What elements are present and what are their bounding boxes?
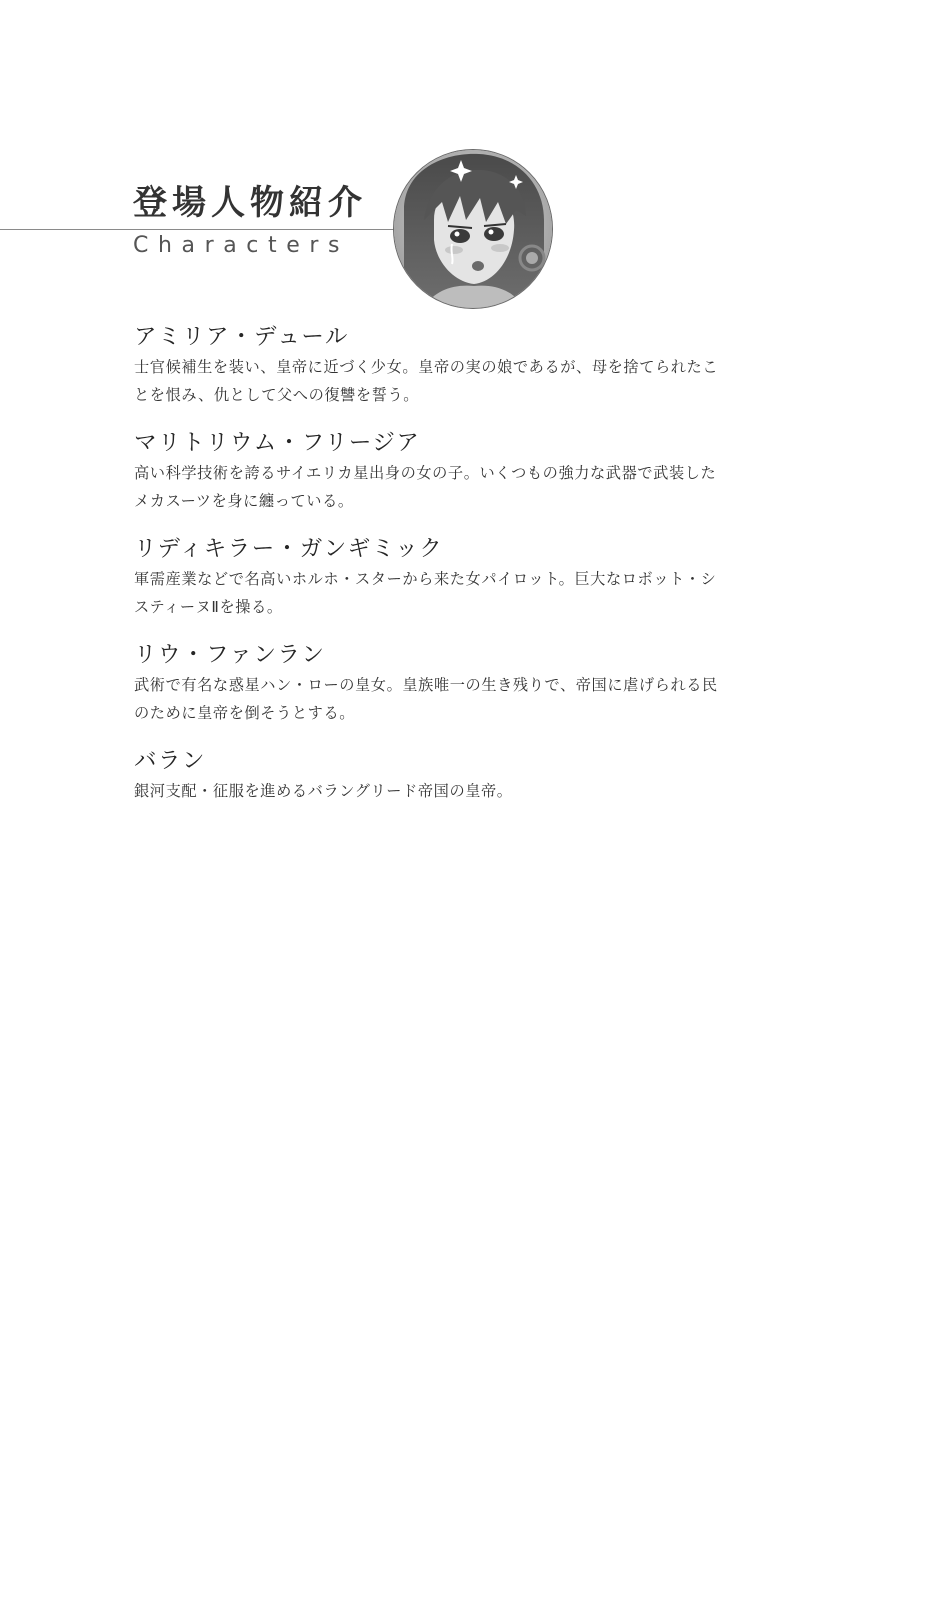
character-entry [134, 640, 734, 727]
character-name: リディキラー・ガンギミック [134, 536, 444, 562]
character-entry [134, 746, 734, 805]
page-title: 登場人物紹介 [133, 183, 367, 223]
character-name: リウ・ファンラン [134, 642, 326, 668]
character-entry [134, 428, 734, 515]
character-entry [134, 534, 734, 621]
character-description: 武術で有名な惑星ハン・ローの皇女。皇族唯一の生き残りで、帝国に虐げられる民のために皇帝を倒そうとする。 [134, 676, 718, 722]
character-name: アミリア・デュール [134, 324, 349, 350]
character-description: 銀河支配・征服を進めるバラングリード帝国の皇帝。 [134, 782, 513, 800]
character-name: バラン [134, 748, 207, 774]
character-description: 高い科学技術を誇るサイエリカ星出身の女の子。いくつもの強力な武器で武装したメカスーツを身に纏っている。 [134, 464, 717, 510]
character-name: マリトリウム・フリージア [134, 430, 421, 456]
page-subtitle: Characters [133, 233, 350, 258]
header-divider [0, 229, 398, 230]
character-list [134, 322, 734, 824]
character-description: 士官候補生を装い、皇帝に近づく少女。皇帝の実の娘であるが、母を捨てられたことを恨み、仇として父への復讐を誓う。 [134, 358, 719, 404]
portrait-illustration-icon [394, 150, 552, 308]
character-portrait [393, 149, 553, 309]
character-entry [134, 322, 734, 409]
character-description: 軍需産業などで名高いホルホ・スターから来た女パイロット。巨大なロボット・システィーヌⅡを操る。 [134, 570, 717, 616]
